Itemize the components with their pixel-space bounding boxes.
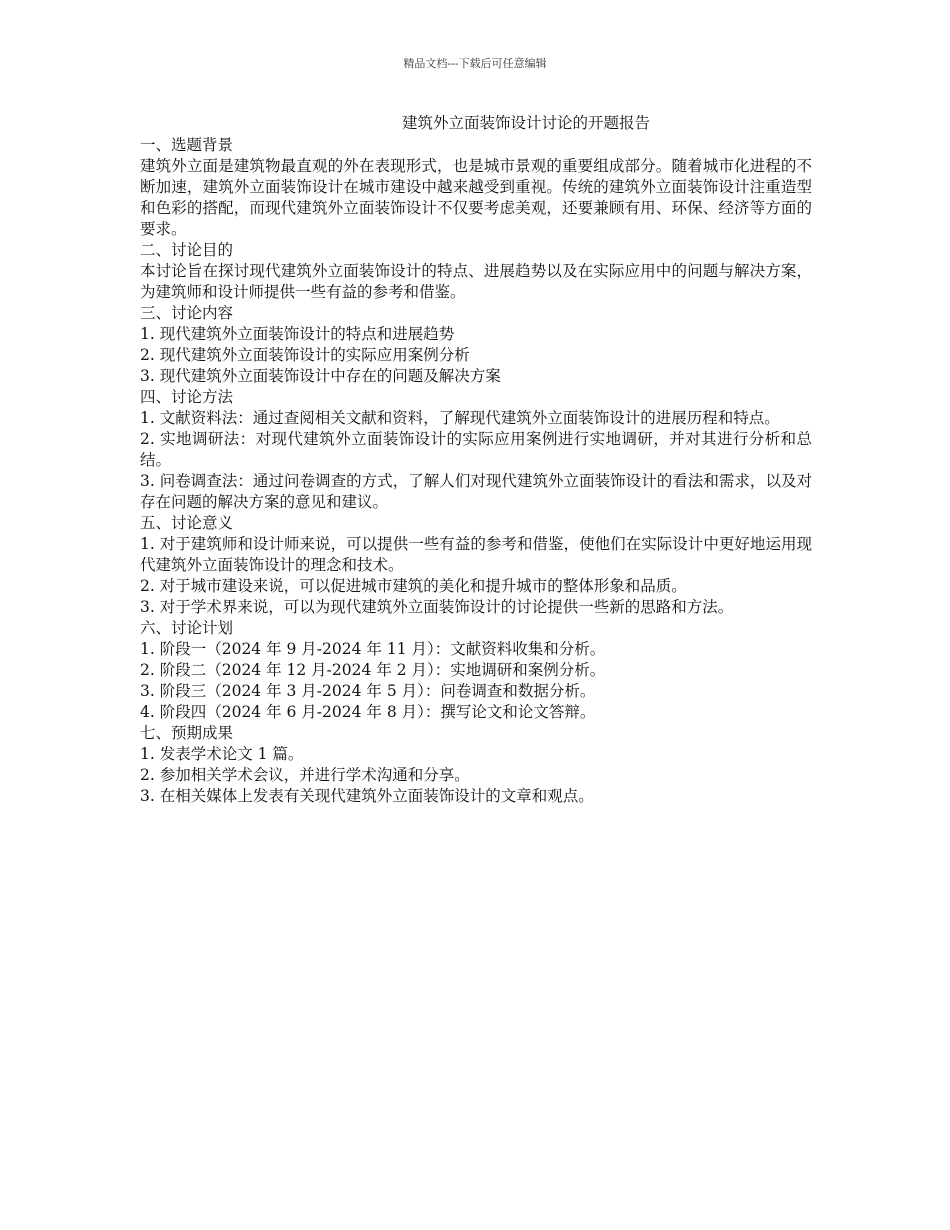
section-paragraph: 建筑外立面是建筑物最直观的外在表现形式，也是城市景观的重要组成部分。随着城市化进程的不断加速，建筑外立面装饰设计在城市建设中越来越受到重视。传统的建筑外立面装饰设计注重造型和色彩的搭配，而现代建筑外立面装饰设计不仅要考虑美观，还要兼顾有用、环保、经济等方面的要求。 [140,157,812,238]
section-list [140,744,812,807]
list-item: 1. 发表学术论文 1 篇。 [140,745,304,763]
section-heading: 六、讨论计划 [140,619,234,637]
section-list [140,408,812,513]
section-plan [140,618,812,723]
list-item: 2. 实地调研法：对现代建筑外立面装饰设计的实际应用案例进行实地调研，并对其进行分析和总结。 [140,430,812,469]
list-item: 1. 文献资料法：通过查阅相关文献和资料，了解现代建筑外立面装饰设计的进展历程和特点。 [140,409,780,427]
section-background [140,135,812,240]
section-methods [140,387,812,513]
section-heading: 四、讨论方法 [140,388,234,406]
section-outcomes [140,723,812,807]
list-item: 3. 问卷调查法：通过问卷调查的方式，了解人们对现代建筑外立面装饰设计的看法和需求，以及对存在问题的解决方案的意见和建议。 [140,472,813,511]
list-item: 4. 阶段四（2024 年 6 月-2024 年 8 月）：撰写论文和论文答辩。 [140,703,596,721]
section-list [140,324,812,387]
section-heading: 五、讨论意义 [140,514,234,532]
document-title: 建筑外立面装饰设计讨论的开题报告 [401,114,650,132]
list-item: 1. 阶段一（2024 年 9 月-2024 年 11 月）：文献资料收集和分析。 [140,640,606,658]
list-item: 2. 现代建筑外立面装饰设计的实际应用案例分析 [140,346,470,364]
section-list [140,639,812,723]
section-list [140,534,812,618]
section-paragraph: 本讨论旨在探讨现代建筑外立面装饰设计的特点、进展趋势以及在实际应用中的问题与解决方案，为建筑师和设计师提供一些有益的参考和借鉴。 [140,262,812,301]
list-item: 3. 对于学术界来说，可以为现代建筑外立面装饰设计的讨论提供一些新的思路和方法。 [140,598,734,616]
list-item: 3. 在相关媒体上发表有关现代建筑外立面装饰设计的文章和观点。 [140,787,594,805]
section-heading: 二、讨论目的 [140,241,234,259]
section-heading: 一、选题背景 [140,136,234,154]
section-heading: 三、讨论内容 [140,304,234,322]
page-header-watermark: 精品文档---下载后可任意编辑 [403,57,547,70]
section-purpose [140,240,812,303]
list-item: 3. 现代建筑外立面装饰设计中存在的问题及解决方案 [140,367,501,385]
list-item: 2. 阶段二（2024 年 12 月-2024 年 2 月）：实地调研和案例分析。 [140,661,606,679]
section-heading: 七、预期成果 [140,724,234,742]
list-item: 1. 对于建筑师和设计师来说，可以提供一些有益的参考和借鉴，使他们在实际设计中更好地运用现代建筑外立面装饰设计的理念和技术。 [140,535,813,574]
section-significance [140,513,812,618]
list-item: 3. 阶段三（2024 年 3 月-2024 年 5 月）：问卷调查和数据分析。 [140,682,596,700]
list-item: 1. 现代建筑外立面装饰设计的特点和进展趋势 [140,325,455,343]
list-item: 2. 对于城市建设来说，可以促进城市建筑的美化和提升城市的整体形象和品质。 [140,577,687,595]
document-body [140,112,812,807]
section-content [140,303,812,387]
list-item: 2. 参加相关学术会议，并进行学术沟通和分享。 [140,766,470,784]
